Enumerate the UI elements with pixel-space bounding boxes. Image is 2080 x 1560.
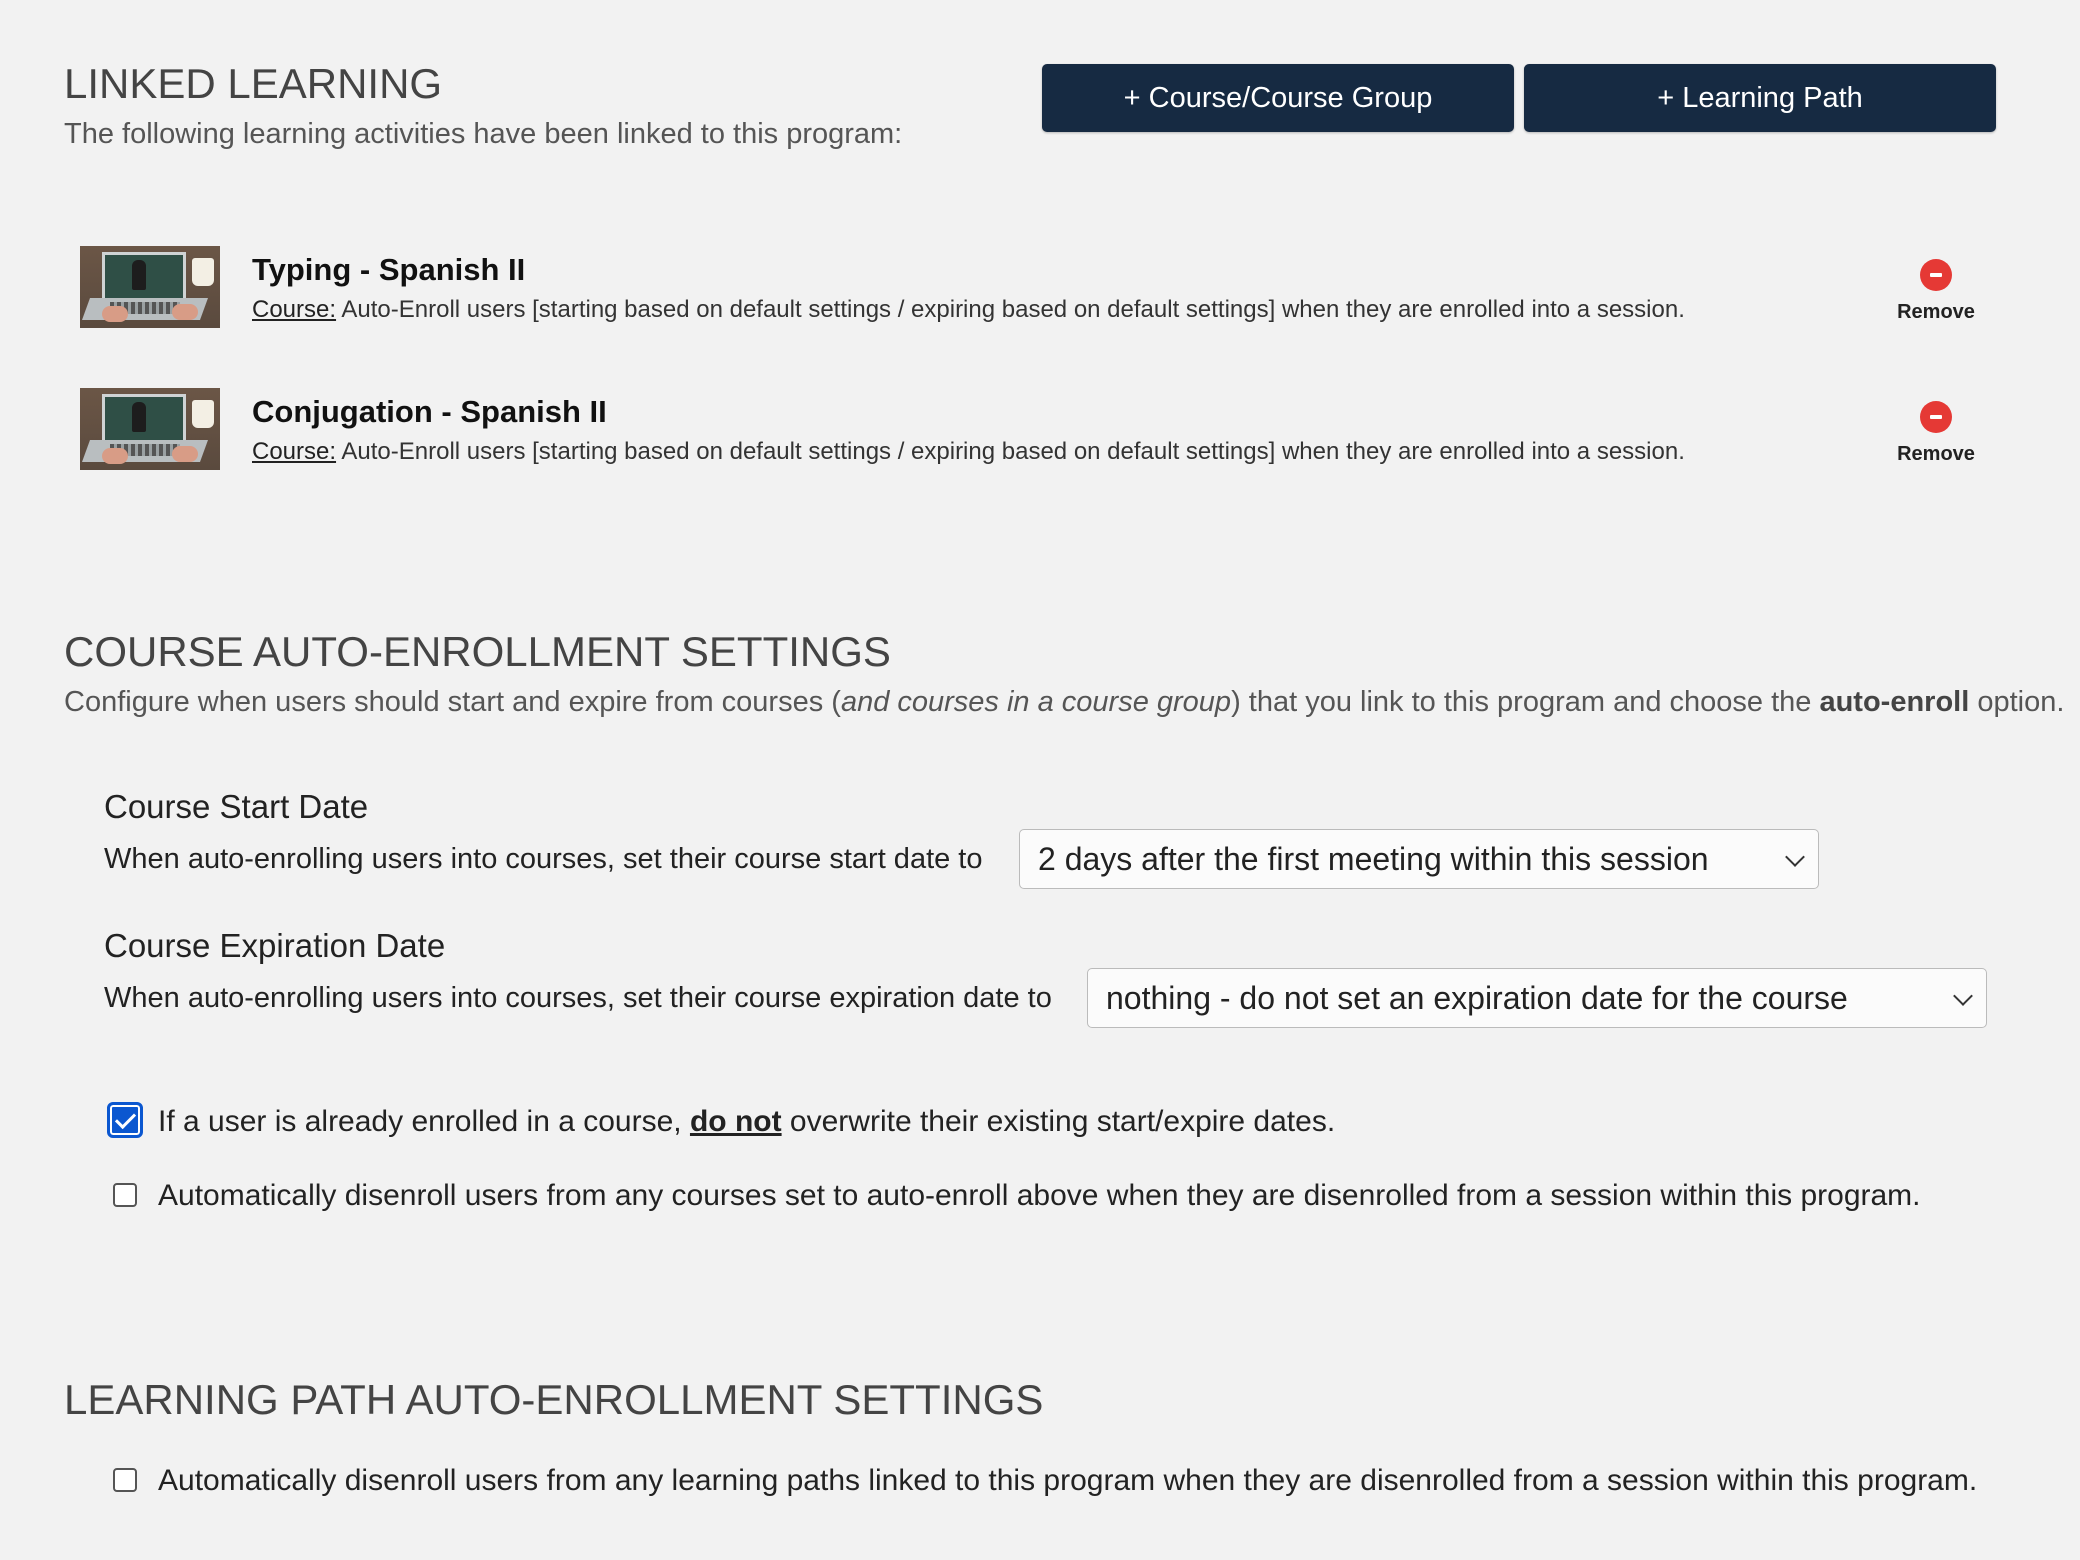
remove-label[interactable]: Remove bbox=[1897, 301, 1975, 323]
remove-label[interactable]: Remove bbox=[1897, 443, 1975, 465]
course-thumbnail bbox=[80, 388, 220, 470]
remove-item-button[interactable] bbox=[1886, 401, 1986, 466]
chevron-down-icon bbox=[1953, 986, 1973, 1006]
course-thumbnail bbox=[80, 246, 220, 328]
linked-item-detail: Auto-Enroll users [starting based on default settings / expiring based on default settings] when they are enrolled into a session. bbox=[336, 296, 1685, 323]
check-emphasis: do not bbox=[689, 1105, 782, 1138]
expiration-date-heading: Course Expiration Date bbox=[104, 927, 446, 964]
start-date-select[interactable] bbox=[1019, 829, 1819, 889]
linked-item-title[interactable]: Conjugation - Spanish II bbox=[252, 394, 607, 429]
check-text: overwrite their existing start/expire dates. bbox=[781, 1105, 1336, 1138]
learning-path-disenroll-label: Automatically disenroll users from any learning paths linked to this program when they are disenrolled from a session within this program. bbox=[158, 1464, 1978, 1497]
expiration-date-selected: nothing - do not set an expiration date for the course bbox=[1106, 979, 1848, 1016]
course-disenroll-label: Automatically disenroll users from any courses set to auto-enroll above when they are disenrolled from a session within this program. bbox=[158, 1179, 1921, 1212]
course-disenroll-checkbox[interactable] bbox=[113, 1183, 137, 1207]
start-date-heading: Course Start Date bbox=[104, 788, 369, 825]
desc-bold: auto-enroll bbox=[1819, 686, 1970, 718]
add-course-button[interactable]: + Course/Course Group bbox=[1042, 64, 1514, 132]
expiration-date-select[interactable] bbox=[1087, 968, 1987, 1028]
linked-item-title[interactable]: Typing - Spanish II bbox=[252, 252, 526, 287]
start-date-selected: 2 days after the first meeting within this session bbox=[1038, 840, 1709, 877]
learning-path-disenroll-checkbox[interactable] bbox=[113, 1468, 137, 1492]
start-date-label: When auto-enrolling users into courses, set their course start date to bbox=[104, 843, 983, 875]
course-settings-description bbox=[64, 686, 2064, 719]
linked-item-description bbox=[252, 438, 1685, 466]
overwrite-dates-label bbox=[158, 1105, 1335, 1139]
linked-item-detail: Auto-Enroll users [starting based on default settings / expiring based on default settings] when they are enrolled into a session. bbox=[336, 438, 1685, 465]
linked-item-description bbox=[252, 296, 1685, 324]
linked-learning-title: LINKED LEARNING bbox=[64, 60, 443, 107]
expiration-date-label: When auto-enrolling users into courses, set their course expiration date to bbox=[104, 982, 1052, 1014]
chevron-down-icon bbox=[1785, 847, 1805, 867]
remove-icon[interactable] bbox=[1920, 259, 1952, 291]
desc-italic: and courses in a course group bbox=[840, 686, 1232, 718]
linked-item-kind: Course: bbox=[252, 296, 337, 323]
remove-item-button[interactable] bbox=[1886, 259, 1986, 324]
desc-text: Configure when users should start and expire from courses ( bbox=[64, 686, 841, 718]
linked-learning-description: The following learning activities have been linked to this program: bbox=[64, 118, 903, 150]
course-settings-title: COURSE AUTO-ENROLLMENT SETTINGS bbox=[64, 628, 891, 675]
desc-text: option. bbox=[1969, 686, 2065, 718]
remove-icon[interactable] bbox=[1920, 401, 1952, 433]
learning-path-settings-title: LEARNING PATH AUTO-ENROLLMENT SETTINGS bbox=[64, 1376, 1044, 1423]
add-learning-path-button[interactable]: + Learning Path bbox=[1524, 64, 1996, 132]
check-text: If a user is already enrolled in a course, bbox=[158, 1105, 690, 1138]
linked-item-kind: Course: bbox=[252, 438, 337, 465]
desc-text: ) that you link to this program and choose the bbox=[1231, 686, 1820, 718]
overwrite-dates-checkbox[interactable] bbox=[107, 1102, 143, 1138]
